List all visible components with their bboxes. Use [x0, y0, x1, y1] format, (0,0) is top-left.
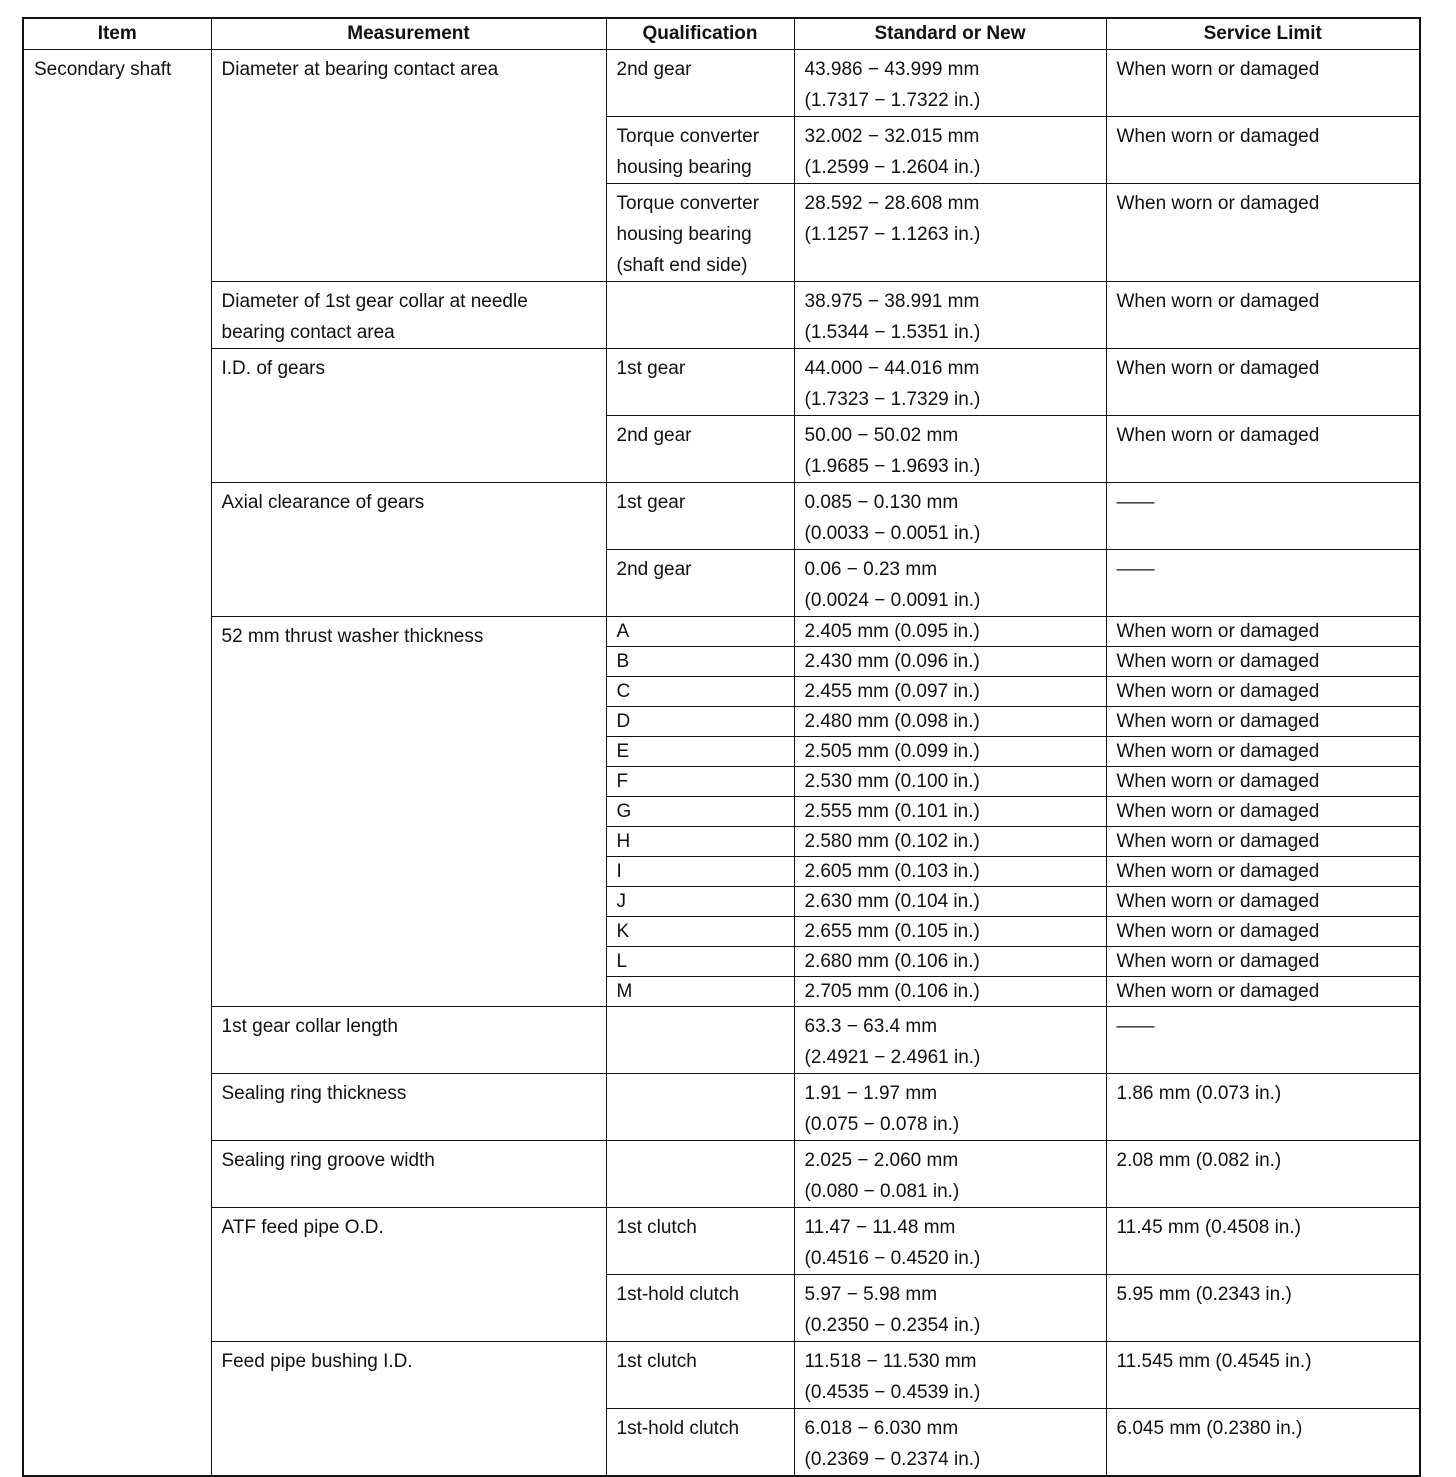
- measurement-cell: [211, 617, 606, 1007]
- service-limit-cell: When worn or damaged: [1106, 887, 1420, 917]
- standard-cell: 2.580 mm (0.102 in.): [794, 827, 1106, 857]
- standard-mm: 50.00 − 50.02 mm: [804, 425, 959, 446]
- service-limit-value: When worn or damaged: [1116, 126, 1320, 147]
- qualification-cell: I: [606, 857, 794, 887]
- measurement-line: bearing contact area: [221, 322, 395, 343]
- qualification-label: 1st clutch: [616, 1351, 697, 1372]
- service-limit-cell: [1106, 483, 1420, 550]
- table-row: [23, 1007, 1420, 1074]
- standard-in: (0.2350 − 0.2354 in.): [804, 1315, 981, 1336]
- measurement-cell: [211, 1141, 606, 1208]
- qualification-cell: [606, 1074, 794, 1141]
- standard-cell: [794, 1208, 1106, 1275]
- service-limit-cell: [1106, 349, 1420, 416]
- service-limit-value: When worn or damaged: [1116, 358, 1320, 379]
- measurement-label: Feed pipe bushing I.D.: [221, 1351, 413, 1372]
- service-limit-cell: [1106, 416, 1420, 483]
- qualification-line: (shaft end side): [616, 255, 748, 276]
- standard-mm: 43.986 − 43.999 mm: [804, 59, 980, 80]
- standard-cell: 2.655 mm (0.105 in.): [794, 917, 1106, 947]
- service-limit-dash: ——: [1116, 559, 1155, 580]
- standard-mm: 28.592 − 28.608 mm: [804, 193, 980, 214]
- service-limit-value: 11.45 mm (0.4508 in.): [1116, 1217, 1301, 1238]
- standard-mm: 32.002 − 32.015 mm: [804, 126, 980, 147]
- qualification-cell: D: [606, 707, 794, 737]
- qualification-cell: A: [606, 617, 794, 647]
- service-limit-cell: When worn or damaged: [1106, 677, 1420, 707]
- standard-mm: 1.91 − 1.97 mm: [804, 1083, 938, 1104]
- table-row: [23, 617, 1420, 647]
- service-limit-cell: When worn or damaged: [1106, 737, 1420, 767]
- qualification-cell: K: [606, 917, 794, 947]
- measurement-cell: [211, 349, 606, 483]
- service-limit-value: 2.08 mm (0.082 in.): [1116, 1150, 1282, 1171]
- qualification-cell: [606, 1208, 794, 1275]
- qualification-cell: F: [606, 767, 794, 797]
- table-row: [23, 1208, 1420, 1275]
- service-limit-cell: When worn or damaged: [1106, 857, 1420, 887]
- measurement-cell: [211, 1074, 606, 1141]
- standard-in: (0.4535 − 0.4539 in.): [804, 1382, 981, 1403]
- standard-cell: [794, 1074, 1106, 1141]
- table-row: [23, 282, 1420, 349]
- standard-cell: 2.505 mm (0.099 in.): [794, 737, 1106, 767]
- standard-in: (1.7323 − 1.7329 in.): [804, 389, 981, 410]
- qualification-cell: M: [606, 977, 794, 1007]
- service-limit-value: 5.95 mm (0.2343 in.): [1116, 1284, 1292, 1305]
- qualification-cell: [606, 1275, 794, 1342]
- service-limit-value: When worn or damaged: [1116, 193, 1320, 214]
- measurement-label: 1st gear collar length: [221, 1016, 398, 1037]
- qualification-cell: [606, 550, 794, 617]
- qualification-label: 1st-hold clutch: [616, 1284, 740, 1305]
- standard-in: (0.080 − 0.081 in.): [804, 1181, 960, 1202]
- qualification-label: 1st gear: [616, 358, 686, 379]
- service-limit-value: 6.045 mm (0.2380 in.): [1116, 1418, 1303, 1439]
- standard-cell: [794, 1007, 1106, 1074]
- measurement-label: Sealing ring thickness: [221, 1083, 407, 1104]
- qualification-cell: C: [606, 677, 794, 707]
- standard-cell: 2.455 mm (0.097 in.): [794, 677, 1106, 707]
- service-limit-cell: [1106, 1342, 1420, 1409]
- standard-in: (1.7317 − 1.7322 in.): [804, 90, 981, 111]
- header-standard: Standard or New: [794, 18, 1106, 50]
- qualification-cell: [606, 184, 794, 282]
- standard-cell: 2.430 mm (0.096 in.): [794, 647, 1106, 677]
- standard-cell: [794, 1141, 1106, 1208]
- service-limit-value: When worn or damaged: [1116, 425, 1320, 446]
- service-limit-cell: [1106, 282, 1420, 349]
- qualification-label: 1st-hold clutch: [616, 1418, 740, 1439]
- measurement-cell: [211, 1342, 606, 1477]
- standard-cell: 2.480 mm (0.098 in.): [794, 707, 1106, 737]
- measurement-cell: [211, 483, 606, 617]
- standard-in: (0.4516 − 0.4520 in.): [804, 1248, 981, 1269]
- standard-cell: 2.605 mm (0.103 in.): [794, 857, 1106, 887]
- table-row: [23, 1342, 1420, 1409]
- standard-mm: 0.085 − 0.130 mm: [804, 492, 959, 513]
- qualification-cell: B: [606, 647, 794, 677]
- measurement-cell: [211, 50, 606, 282]
- standard-cell: [794, 483, 1106, 550]
- standard-cell: [794, 282, 1106, 349]
- qualification-cell: [606, 1141, 794, 1208]
- measurement-label: Sealing ring groove width: [221, 1150, 435, 1171]
- service-limit-cell: [1106, 184, 1420, 282]
- qualification-cell: [606, 50, 794, 117]
- header-qualification: Qualification: [606, 18, 794, 50]
- standard-mm: 11.518 − 11.530 mm: [804, 1351, 977, 1372]
- standard-mm: 11.47 − 11.48 mm: [804, 1217, 956, 1238]
- standard-in: (2.4921 − 2.4961 in.): [804, 1047, 981, 1068]
- service-limit-value: 11.545 mm (0.4545 in.): [1116, 1351, 1312, 1372]
- standard-in: (0.0024 − 0.0091 in.): [804, 590, 981, 611]
- standard-mm: 38.975 − 38.991 mm: [804, 291, 980, 312]
- service-limit-dash: ——: [1116, 1016, 1155, 1037]
- standard-mm: 5.97 − 5.98 mm: [804, 1284, 938, 1305]
- qualification-label: 2nd gear: [616, 59, 692, 80]
- standard-in: (1.5344 − 1.5351 in.): [804, 322, 981, 343]
- service-limit-cell: [1106, 550, 1420, 617]
- standard-in: (0.0033 − 0.0051 in.): [804, 523, 981, 544]
- measurement-label: Diameter at bearing contact area: [221, 59, 499, 80]
- measurement-label: I.D. of gears: [221, 358, 325, 379]
- standard-cell: [794, 416, 1106, 483]
- table-row: [23, 50, 1420, 117]
- service-limit-dash: ——: [1116, 492, 1155, 513]
- service-limit-cell: When worn or damaged: [1106, 617, 1420, 647]
- service-limit-cell: When worn or damaged: [1106, 977, 1420, 1007]
- service-limit-cell: [1106, 117, 1420, 184]
- service-limit-value: When worn or damaged: [1116, 59, 1320, 80]
- service-limit-cell: When worn or damaged: [1106, 767, 1420, 797]
- measurement-cell: [211, 1007, 606, 1074]
- spec-table: [22, 17, 1421, 1477]
- service-limit-cell: When worn or damaged: [1106, 707, 1420, 737]
- measurement-label: 52 mm thrust washer thickness: [221, 626, 484, 647]
- measurement-line: Diameter of 1st gear collar at needle: [221, 291, 528, 312]
- service-limit-cell: When worn or damaged: [1106, 647, 1420, 677]
- service-limit-cell: When worn or damaged: [1106, 797, 1420, 827]
- header-item: Item: [23, 18, 211, 50]
- qualification-cell: J: [606, 887, 794, 917]
- header-measurement: Measurement: [211, 18, 606, 50]
- qualification-cell: [606, 416, 794, 483]
- standard-in: (1.9685 − 1.9693 in.): [804, 456, 981, 477]
- qualification-line: housing bearing: [616, 157, 752, 178]
- qualification-label: 2nd gear: [616, 559, 692, 580]
- standard-in: (1.1257 − 1.1263 in.): [804, 224, 981, 245]
- standard-cell: 2.555 mm (0.101 in.): [794, 797, 1106, 827]
- qualification-label: 1st clutch: [616, 1217, 697, 1238]
- service-limit-cell: When worn or damaged: [1106, 827, 1420, 857]
- qualification-cell: L: [606, 947, 794, 977]
- standard-mm: 44.000 − 44.016 mm: [804, 358, 980, 379]
- table-row: [23, 483, 1420, 550]
- standard-mm: 2.025 − 2.060 mm: [804, 1150, 959, 1171]
- standard-cell: 2.630 mm (0.104 in.): [794, 887, 1106, 917]
- qualification-cell: [606, 1007, 794, 1074]
- service-limit-cell: When worn or damaged: [1106, 947, 1420, 977]
- measurement-label: ATF feed pipe O.D.: [221, 1217, 384, 1238]
- qualification-line: housing bearing: [616, 224, 752, 245]
- standard-cell: [794, 349, 1106, 416]
- table-row: [23, 1074, 1420, 1141]
- item-label: Secondary shaft: [34, 59, 172, 80]
- qualification-cell: E: [606, 737, 794, 767]
- measurement-cell: [211, 1208, 606, 1342]
- standard-mm: 6.018 − 6.030 mm: [804, 1418, 959, 1439]
- qualification-cell: [606, 1342, 794, 1409]
- standard-in: (0.2369 − 0.2374 in.): [804, 1449, 981, 1470]
- qualification-cell: [606, 282, 794, 349]
- standard-cell: 2.680 mm (0.106 in.): [794, 947, 1106, 977]
- standard-cell: [794, 117, 1106, 184]
- service-limit-cell: When worn or damaged: [1106, 917, 1420, 947]
- qualification-cell: [606, 483, 794, 550]
- qualification-line: Torque converter: [616, 126, 760, 147]
- standard-cell: [794, 1342, 1106, 1409]
- measurement-cell: [211, 282, 606, 349]
- service-limit-value: 1.86 mm (0.073 in.): [1116, 1083, 1282, 1104]
- standard-cell: [794, 184, 1106, 282]
- standard-cell: 2.705 mm (0.106 in.): [794, 977, 1106, 1007]
- qualification-cell: [606, 117, 794, 184]
- service-limit-cell: [1106, 1141, 1420, 1208]
- qualification-line: Torque converter: [616, 193, 760, 214]
- qualification-label: 1st gear: [616, 492, 686, 513]
- standard-cell: 2.405 mm (0.095 in.): [794, 617, 1106, 647]
- standard-cell: [794, 50, 1106, 117]
- qualification-cell: [606, 349, 794, 416]
- service-limit-cell: [1106, 1074, 1420, 1141]
- service-limit-cell: [1106, 1007, 1420, 1074]
- service-limit-value: When worn or damaged: [1116, 291, 1320, 312]
- qualification-label: 2nd gear: [616, 425, 692, 446]
- standard-cell: [794, 550, 1106, 617]
- standard-cell: [794, 1275, 1106, 1342]
- standard-cell: 2.530 mm (0.100 in.): [794, 767, 1106, 797]
- standard-in: (1.2599 − 1.2604 in.): [804, 157, 981, 178]
- header-service-limit: Service Limit: [1106, 18, 1420, 50]
- service-limit-cell: [1106, 1208, 1420, 1275]
- qualification-cell: H: [606, 827, 794, 857]
- table-row: [23, 349, 1420, 416]
- item-cell: [23, 50, 211, 1477]
- standard-mm: 63.3 − 63.4 mm: [804, 1016, 938, 1037]
- service-limit-cell: [1106, 1275, 1420, 1342]
- standard-mm: 0.06 − 0.23 mm: [804, 559, 938, 580]
- standard-in: (0.075 − 0.078 in.): [804, 1114, 960, 1135]
- measurement-label: Axial clearance of gears: [221, 492, 425, 513]
- table-row: [23, 1141, 1420, 1208]
- header-row: [23, 18, 1420, 50]
- qualification-cell: G: [606, 797, 794, 827]
- service-limit-cell: [1106, 50, 1420, 117]
